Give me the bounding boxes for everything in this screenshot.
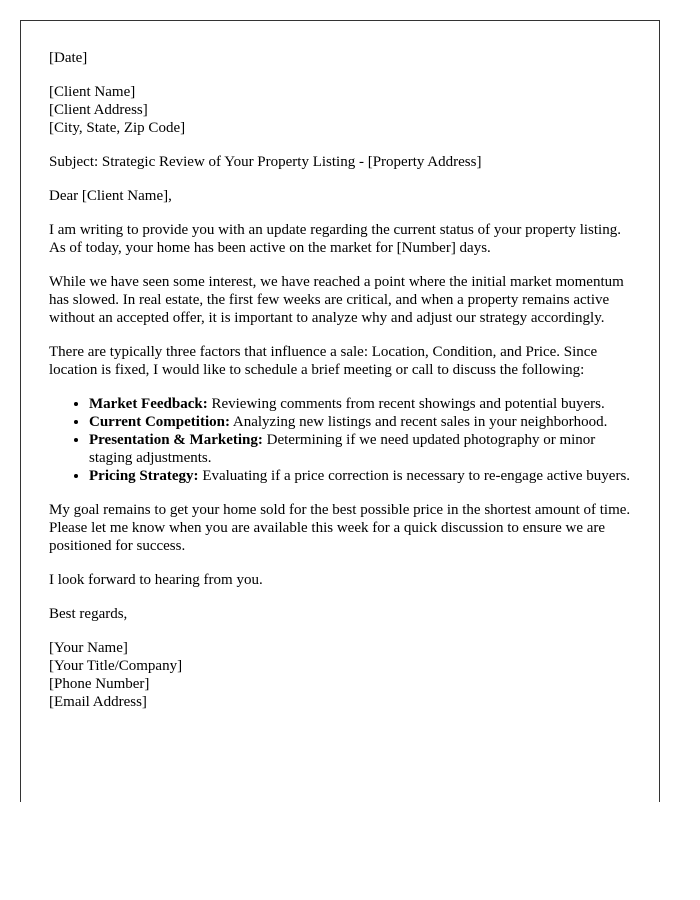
- paragraph-momentum: While we have seen some interest, we have reached a point where the initial market momentum has slowed. In real estate, the first few weeks are critical, and when a property remains active without an accepted offer, it is important to analyze why and adjust our strategy accordingly.: [49, 274, 624, 326]
- recipient-address: [Client Address]: [49, 102, 148, 118]
- paragraph-status: I am writing to provide you with an update regarding the current status of your property listing. As of today, your home has been active on the market for [Number] days.: [49, 222, 621, 256]
- paragraph-look-forward: I look forward to hearing from you.: [49, 572, 263, 588]
- recipient-block: [49, 83, 639, 137]
- list-item-title: Market Feedback:: [89, 396, 208, 412]
- signature-phone: [Phone Number]: [49, 676, 150, 692]
- list-item-text: Determining if we need updated photography or minor staging adjustments.: [89, 432, 596, 466]
- list-item: [89, 395, 639, 413]
- signature-email: [Email Address]: [49, 694, 147, 710]
- date: [Date]: [49, 50, 88, 66]
- recipient-city: [City, State, Zip Code]: [49, 120, 186, 136]
- list-item: [89, 413, 639, 431]
- salutation: Dear [Client Name],: [49, 188, 172, 204]
- paragraph-factors: There are typically three factors that influence a sale: Location, Condition, and Price. Since location is fixed, I would like to schedule a brief meeting or call to discuss the following:: [49, 344, 598, 378]
- subject-line: Subject: Strategic Review of Your Property Listing - [Property Address]: [49, 154, 482, 170]
- list-item-title: Presentation & Marketing:: [89, 432, 263, 448]
- discussion-list: [49, 395, 639, 485]
- signoff: Best regards,: [49, 606, 128, 622]
- list-item-title: Current Competition:: [89, 414, 230, 430]
- signature-block: [49, 639, 639, 711]
- letter-page: [20, 20, 660, 802]
- signature-title: [Your Title/Company]: [49, 658, 183, 674]
- list-item: [89, 431, 639, 467]
- list-item-text: Analyzing new listings and recent sales in your neighborhood.: [229, 414, 608, 430]
- signature-name: [Your Name]: [49, 640, 128, 656]
- list-item: [89, 467, 639, 485]
- list-item-title: Pricing Strategy:: [89, 468, 199, 484]
- recipient-name: [Client Name]: [49, 84, 136, 100]
- list-item-text: Evaluating if a price correction is necessary to re-engage active buyers.: [198, 468, 631, 484]
- list-item-text: Reviewing comments from recent showings and potential buyers.: [207, 396, 605, 412]
- paragraph-goal: My goal remains to get your home sold for the best possible price in the shortest amount of time. Please let me know when you are available this week for a quick discussion to ensure we are positioned for success.: [49, 502, 631, 554]
